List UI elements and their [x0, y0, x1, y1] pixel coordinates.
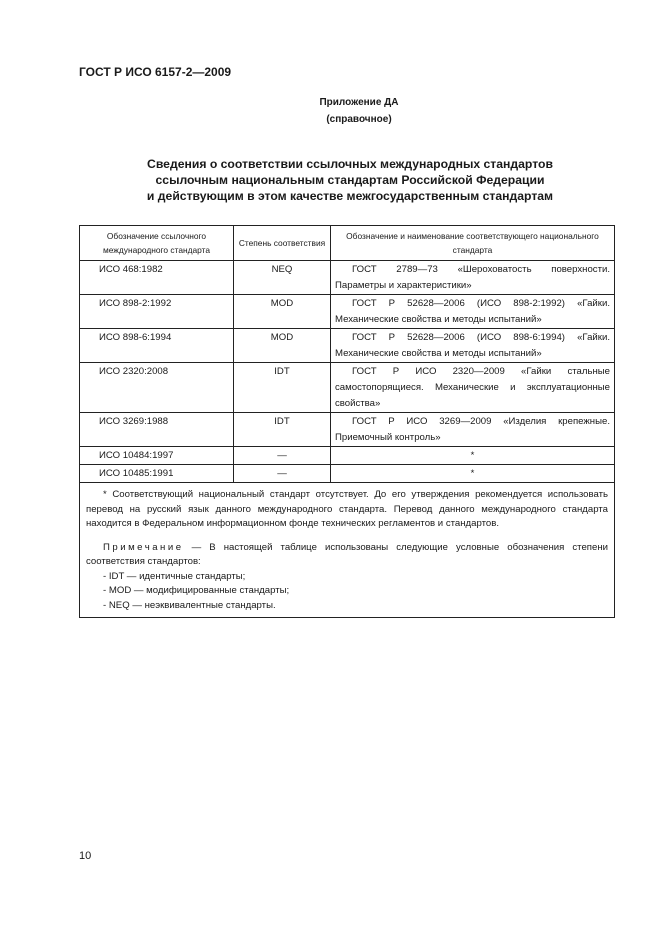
- cell-iso: ИСО 10484:1997: [80, 447, 234, 465]
- note-paragraph: [86, 541, 608, 570]
- table-row: [80, 329, 615, 363]
- cell-national: *: [331, 465, 615, 483]
- annex-heading: [279, 94, 439, 128]
- table-row: [80, 295, 615, 329]
- title-line-3: и действующим в этом качестве межгосударственным стандартам: [146, 189, 554, 203]
- title-line-1: Сведения о соответствии ссылочных международных стандартов: [147, 157, 553, 171]
- cell-iso: ИСО 898-2:1992: [80, 295, 234, 329]
- cell-national: ГОСТ Р ИСО 2320—2009 «Гайки стальные самостопорящиеся. Механические и эксплуатационные свойства»: [331, 363, 615, 413]
- cell-degree: MOD: [234, 295, 331, 329]
- cell-national: ГОСТ Р ИСО 3269—2009 «Изделия крепежные. Приемочный контроль»: [331, 413, 615, 447]
- legend-item-neq: - NEQ — неэквивалентные стандарты.: [103, 599, 276, 611]
- cell-degree: IDT: [234, 413, 331, 447]
- cell-national: ГОСТ Р 52628—2006 (ИСО 898-2:1992) «Гайки. Механические свойства и методы испытаний»: [331, 295, 615, 329]
- header-national: Обозначение и наименование соответствующего национального стандарта: [331, 226, 615, 261]
- annex-type: (справочное): [326, 114, 392, 125]
- cell-national: ГОСТ Р 52628—2006 (ИСО 898-6:1994) «Гайки. Механические свойства и методы испытаний»: [331, 329, 615, 363]
- cell-iso: ИСО 898-6:1994: [80, 329, 234, 363]
- cell-iso: ИСО 2320:2008: [80, 363, 234, 413]
- header-degree: Степень соответствия: [234, 226, 331, 261]
- cell-degree: —: [234, 465, 331, 483]
- note-label: Примечание: [103, 541, 184, 553]
- table-row: [80, 413, 615, 447]
- cell-degree: —: [234, 447, 331, 465]
- section-title: [100, 156, 600, 204]
- legend-item-mod: - MOD — модифицированные стандарты;: [103, 585, 290, 596]
- document-header: ГОСТ Р ИСО 6157-2—2009: [79, 65, 232, 79]
- table-row: [80, 465, 615, 483]
- cell-national: ГОСТ 2789—73 «Шероховатость поверхности. Параметры и характеристики»: [331, 261, 615, 295]
- cell-iso: ИСО 468:1982: [80, 261, 234, 295]
- header-international: Обозначение ссылочного международного стандарта: [80, 226, 234, 261]
- note-text: — В настоящей таблице использованы следующие условные обозначения степени соответствия стандартов:: [86, 541, 608, 567]
- legend-item-idt: - IDT — идентичные стандарты;: [103, 570, 246, 582]
- table-row: [80, 363, 615, 413]
- title-line-2: ссылочным национальным стандартам Российской Федерации: [155, 173, 545, 187]
- table-notes: [80, 483, 615, 618]
- annex-label: Приложение ДА: [319, 97, 399, 108]
- cell-iso: ИСО 10485:1991: [80, 465, 234, 483]
- footnote: * Соответствующий национальный стандарт отсутствует. До его утверждения рекомендуется использовать перевод на русский язык данного международного стандарта. Перевод данного международного стандарта находится в Федеральном информационном фонде технических регламентов и стандартов.: [86, 489, 608, 529]
- cell-degree: IDT: [234, 363, 331, 413]
- cell-iso: ИСО 3269:1988: [80, 413, 234, 447]
- correspondence-table: [79, 225, 615, 618]
- cell-national: *: [331, 447, 615, 465]
- table-notes-row: [80, 483, 615, 618]
- cell-degree: NEQ: [234, 261, 331, 295]
- table-row: [80, 261, 615, 295]
- cell-degree: MOD: [234, 329, 331, 363]
- table-row: [80, 447, 615, 465]
- table-header-row: [80, 226, 615, 261]
- page-number: 10: [79, 850, 92, 862]
